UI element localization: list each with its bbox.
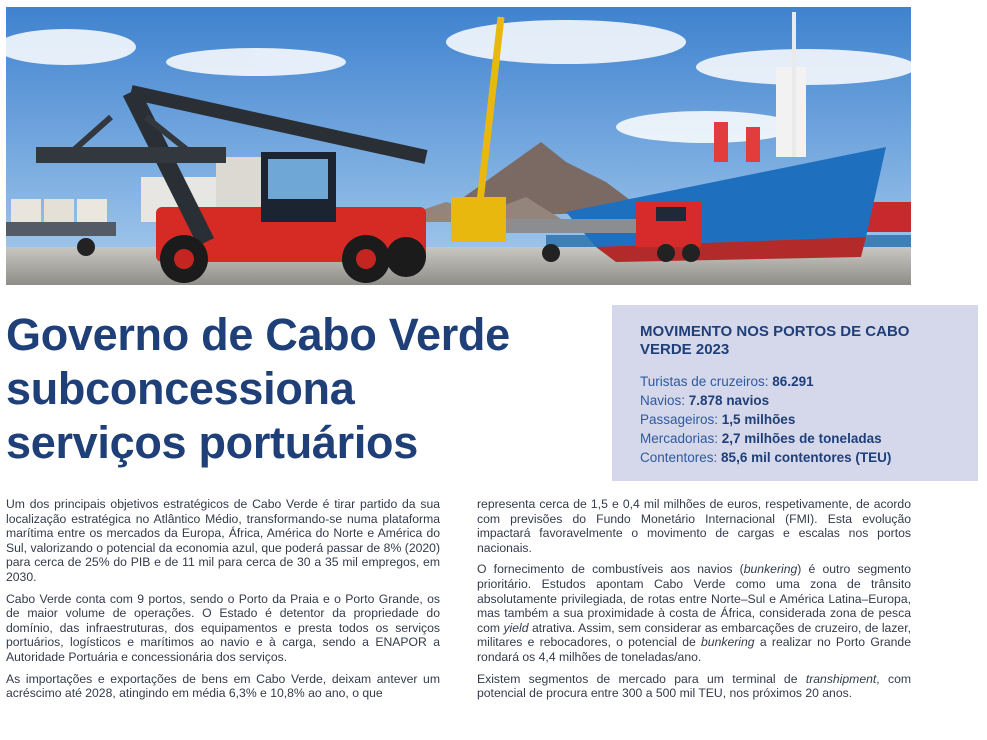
paragraph: Existem segmentos de mercado para um terminal de transhipment, com potencial de procura entre 300 a 500 mil TEU, nos próximos 20 anos. [477, 671, 912, 701]
stats-box-title: MOVIMENTO NOS PORTOS DE CABO VERDE 2023 [640, 323, 910, 358]
stat-containers: Contentores: 85,6 mil contentores (TEU) [640, 450, 892, 465]
article-left-column [6, 497, 440, 708]
stat-cruise-tourists: Turistas de cruzeiros: 86.291 [640, 374, 814, 389]
article-title [6, 308, 606, 470]
paragraph: Um dos principais objetivos estratégicos de Cabo Verde é tirar partido da sua localização estratégica no Atlântico Médio, transformando-se numa plataforma marítima entre os mercados da Europa, África, América do Norte e América do Sul, valorizando o potencial da economia azul, que poderá passar de 8% (2020) para cerca de 25% do PIB e de 11 mil para cerca de 30 a 35 mil empregos, em 2030. [6, 497, 440, 584]
hero-photo [6, 7, 911, 285]
stat-passengers: Passageiros: 1,5 milhões [640, 412, 796, 427]
stats-list [640, 372, 891, 467]
title-line: serviços portuários [6, 417, 418, 468]
stat-ships: Navios: 7.878 navios [640, 393, 770, 408]
title-line: subconcessiona [6, 363, 355, 414]
port-scene-illustration [6, 7, 911, 285]
stat-cargo: Mercadorias: 2,7 milhões de toneladas [640, 431, 882, 446]
paragraph: representa cerca de 1,5 e 0,4 mil milhões de euros, respetivamente, de acordo com previsões do Fundo Monetário Internacional (FMI). Esta evolução impactará favoravelmente o movimento de cargas e escalas nos portos nacionais. [477, 497, 911, 555]
paragraph: Cabo Verde conta com 9 portos, sendo o Porto da Praia e o Porto Grande, os de maior volume de operações. O Estado é detentor da propriedade do domínio, das infraestruturas, dos equipamentos e presta todos os serviços portuários, logísticos e marítimos ao navio e à carga, sendo a ENAPOR a Autoridade Portuária e concessionária dos serviços. [6, 591, 440, 664]
paragraph: O fornecimento de combustíveis aos navios (bunkering) é outro segmento prioritário. Estudos apontam Cabo Verde como uma zona de trânsito absolutamente privilegiada, de rotas entre Norte–Sul e América Latina–Europa, mas também a sua proximidade à costa de África, considerada zona de pesca com yield atrativa. Assim, sem considerar as embarcações de cruzeiro, de lazer, militares e rebocadores, o potencial de bunkering a realizar no Porto Grande rondará os 4,4 milhões de toneladas/ano. [477, 562, 911, 664]
title-line: Governo de Cabo Verde [6, 309, 510, 360]
article-right-column [477, 497, 911, 708]
paragraph: As importações e exportações de bens em Cabo Verde, deixam antever um acréscimo até 2028, atingindo em média 6,3% e 10,8% ao ano, o que [6, 671, 440, 701]
port-stats-box [612, 305, 978, 481]
